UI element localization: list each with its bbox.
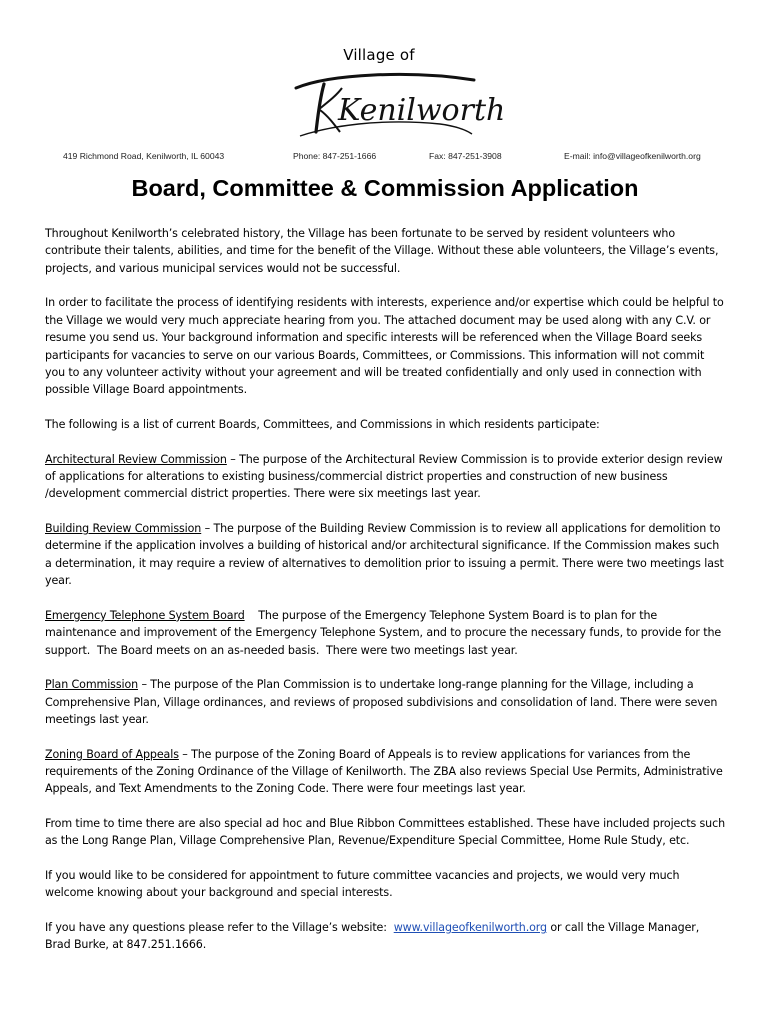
committee-name: Plan Commission — [45, 678, 139, 692]
committee-item — [45, 451, 725, 503]
committee-name: Zoning Board of Appeals — [45, 747, 179, 761]
committee-item — [45, 746, 725, 798]
committee-name: Building Review Commission — [45, 522, 202, 536]
logo-village-of: Village of — [343, 46, 415, 64]
committee-description: – The purpose of the Architectural Review Commission is to provide exterior design review of applications for alterations to existing business/commercial district properties and construction of new business /development commercial district properties. There were six meetings last year. — [45, 452, 723, 501]
questions-paragraph — [45, 919, 725, 954]
committee-item — [45, 520, 725, 590]
list-intro-paragraph: The following is a list of current Boards, Committees, and Commissions in which residents participate: — [45, 418, 600, 432]
fax-text: Fax: 847-251-3908 — [429, 151, 502, 161]
committee-item — [45, 607, 725, 659]
website-link[interactable]: www.villageofkenilworth.org — [393, 921, 547, 935]
email-text[interactable]: E-mail: info@villageofkenilworth.org — [564, 151, 701, 161]
kenilworth-script-logo-icon — [290, 66, 506, 140]
committee-description: – The purpose of the Building Review Commission is to review all applications for demolition to determine if the application involves a building of historical and/or architectural significance. If the Commission makes such a determination, it may require a review of alternatives to demolition prior to issuing a permit. There were two meetings last year. — [45, 522, 724, 588]
village-logo — [0, 46, 770, 140]
questions-text: If you have any questions please refer to the Village’s website: — [45, 921, 394, 935]
phone-text: Phone: 847-251-1666 — [293, 151, 377, 161]
address-text: 419 Richmond Road, Kenilworth, IL 60043 — [63, 151, 225, 161]
committee-description: The purpose of the Emergency Telephone System Board is to plan for the maintenance and improvement of the Emergency Telephone System, and to procure the necessary funds, to provide for the support. The Board meets on an as-needed basis. There were two meetings last year. — [45, 608, 725, 657]
logo-wordmark: Kenilworth — [338, 93, 506, 128]
closing-paragraph: If you would like to be considered for appointment to future committee vacancies and projects, we would very much welcome knowing about your background and special interests. — [45, 869, 680, 900]
questions-contact-text: or call the Village Manager, Brad Burke, at 847.251.1666. — [45, 921, 703, 952]
document-body — [45, 225, 725, 971]
committee-description: – The purpose of the Zoning Board of Appeals is to review applications for variances from the requirements of the Zoning Ordinance of the Village of Kenilworth. The ZBA also reviews Special Use Permits, Administrative Appeals, and Text Amendments to the Zoning Code. There were four meetings last year. — [45, 747, 723, 796]
special-committees-paragraph: From time to time there are also special ad hoc and Blue Ribbon Committees established. These have included projects such as the Long Range Plan, Village Comprehensive Plan, Revenue/Expenditure Special Committee, Home Rule Study, etc. — [45, 817, 725, 848]
intro-paragraph: Throughout Kenilworth’s celebrated history, the Village has been fortunate to be served by resident volunteers who contribute their talents, abilities, and time for the benefit of the Village. Without these able volunteers, the Village’s events, projects, and various municipal services would not be successful. — [45, 227, 719, 275]
committee-name: Architectural Review Commission — [45, 452, 227, 466]
committee-description: – The purpose of the Plan Commission is to undertake long-range planning for the Village, including a Comprehensive Plan, Village ordinances, and reviews of proposed subdivisions and consolidation of land. There were seven meetings last year. — [45, 678, 718, 727]
purpose-paragraph: In order to facilitate the process of identifying residents with interests, experience and/or expertise which could be helpful to the Village we would very much appreciate hearing from you. The attached document may be used along with any C.V. or resume you send us. Your background information and specific interests will be referenced when the Village Board seeks participants for vacancies to serve on our various Boards, Committees, or Commissions. This information will not commit you to any volunteer activity without your agreement and will be treated confidentially and only used in connection with possible Village Board appointments. — [45, 296, 724, 397]
committee-item — [45, 676, 725, 728]
committee-name: Emergency Telephone System Board — [45, 608, 245, 622]
page-title: Board, Committee & Commission Application — [131, 175, 639, 201]
